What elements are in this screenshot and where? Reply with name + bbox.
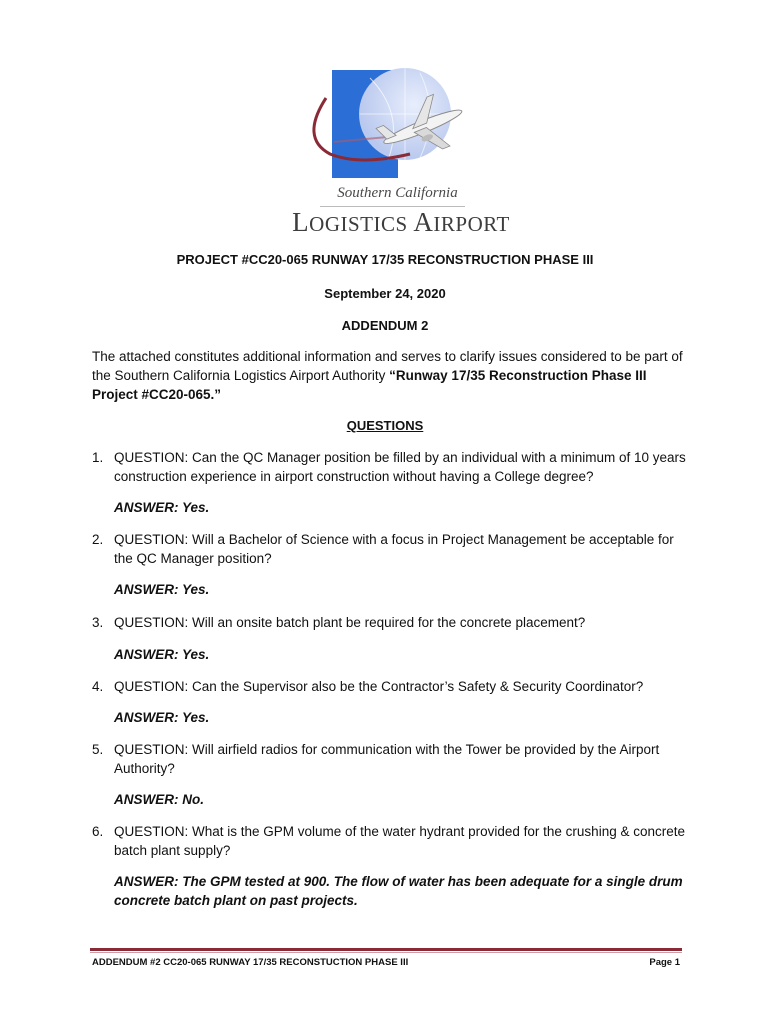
addendum-label: ADDENDUM 2 xyxy=(341,318,429,333)
questions-heading: QUESTIONS xyxy=(346,418,424,433)
question-number: 2. xyxy=(92,532,104,547)
question-text: QUESTION: Will an onsite batch plant be required for the concrete placement? xyxy=(114,615,586,630)
question-number: 1. xyxy=(92,450,104,465)
question-text: QUESTION: Can the QC Manager position be filled by an individual with a minimum of 10 years construction experience in airport construction without having a College degree? xyxy=(114,450,686,484)
footer-divider-thin xyxy=(90,952,682,953)
airplane-globe-icon xyxy=(300,68,500,180)
logo-word-irport: IRPORT xyxy=(433,212,510,236)
question-number: 3. xyxy=(92,615,104,630)
airport-logo xyxy=(292,68,510,237)
intro-paragraph xyxy=(92,347,692,404)
project-title: PROJECT #CC20-065 RUNWAY 17/35 RECONSTRUCTION PHASE III xyxy=(176,252,594,267)
question-text: QUESTION: Can the Supervisor also be the Contractor’s Safety & Security Coordinator? xyxy=(114,679,644,694)
logo-subtitle: Southern California xyxy=(337,185,458,201)
footer-divider xyxy=(90,948,682,951)
question-number: 4. xyxy=(92,679,104,694)
logo-word-ogistics: OGISTICS xyxy=(309,212,414,236)
question-number: 6. xyxy=(92,824,104,839)
question-number: 5. xyxy=(92,742,104,757)
question-text: QUESTION: What is the GPM volume of the water hydrant provided for the crushing & concrete batch plant supply? xyxy=(114,824,685,858)
logo-cap-l: L xyxy=(292,207,310,237)
intro-text: The attached constitutes additional information and serves to clarify issues considered to be part of the Southern California Logistics Airport Authority xyxy=(92,349,683,383)
footer-document-label: ADDENDUM #2 CC20-065 RUNWAY 17/35 RECONSTUCTION PHASE III xyxy=(92,957,409,968)
intro-project-name: “Runway 17/35 Reconstruction Phase III Project #CC20-065.” xyxy=(92,368,647,402)
answer-text: ANSWER: Yes. xyxy=(114,710,210,725)
answer-text: ANSWER: The GPM tested at 900. The flow of water has been adequate for a single drum concrete batch plant on past projects. xyxy=(114,874,683,908)
answer-text: ANSWER: Yes. xyxy=(114,582,210,597)
question-text: QUESTION: Will airfield radios for communication with the Tower be provided by the Airport Authority? xyxy=(114,742,660,776)
answer-text: ANSWER: Yes. xyxy=(114,500,210,515)
answer-text: ANSWER: Yes. xyxy=(114,647,210,662)
answer-text: ANSWER: No. xyxy=(114,792,204,807)
page-number: Page 1 xyxy=(649,957,680,968)
logo-cap-a: A xyxy=(413,207,434,237)
logo-title xyxy=(258,207,544,238)
question-text: QUESTION: Will a Bachelor of Science with a focus in Project Management be acceptable for the QC Manager position? xyxy=(114,532,674,566)
document-date: September 24, 2020 xyxy=(324,286,446,301)
